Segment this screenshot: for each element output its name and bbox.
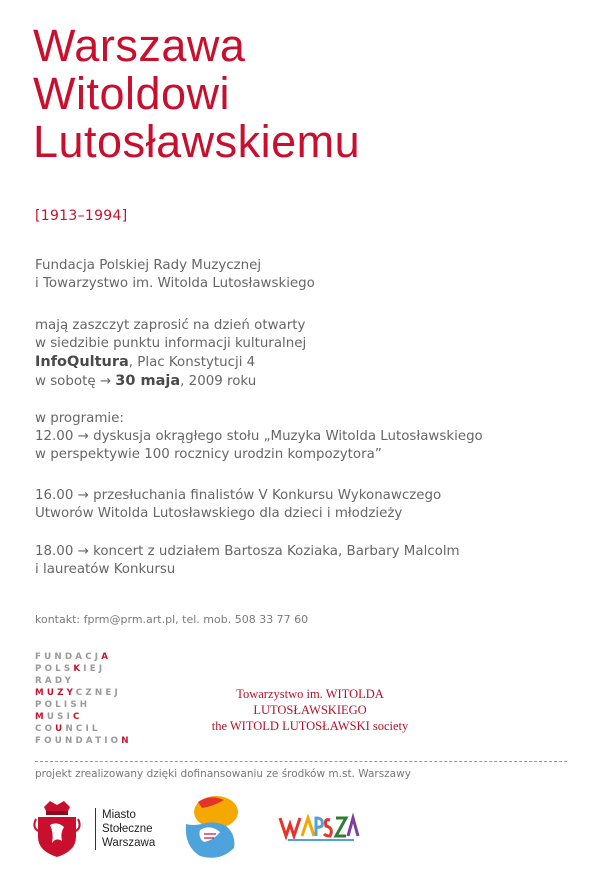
title-line-3: Lutosławskiemu: [33, 116, 361, 167]
date-bold: 30 maja: [115, 373, 181, 389]
organizer-line: Fundacja Polskiej Rady Muzycznej: [35, 258, 262, 273]
logo-word: FOUNDATION: [35, 736, 132, 746]
program-item-2-line-2: Utworów Witolda Lutosławskiego dla dzieci i młodzieży: [35, 506, 403, 521]
divider: [35, 761, 567, 762]
program-item-2-line-1: 16.00 → przesłuchania finalistów V Konkursu Wykonawczego: [35, 488, 442, 503]
program-item-1-line-1: 12.00 → dyskusja okrągłego stołu „Muzyka Witolda Lutosławskiego: [35, 429, 483, 444]
title-line-1: Warszawa: [33, 20, 246, 71]
invite-line-1: mają zaszczyt zaprosić na dzień otwarty: [35, 318, 306, 333]
venue-line: [35, 353, 306, 372]
festival-logo-icon: [180, 790, 242, 862]
program-item-3: [35, 543, 460, 579]
program-item-1-line-2: w perspektywie 100 rocznicy urodzin kompozytora”: [35, 447, 382, 462]
program: [35, 410, 483, 464]
venue-address: , Plac Konstytucji 4: [128, 355, 256, 370]
date-prefix: w sobotę →: [35, 374, 116, 389]
organizer-line: i Towarzystwo im. Witolda Lutosławskiego: [35, 276, 315, 291]
logo-word: COUNCIL: [35, 724, 101, 734]
society-line-1: Towarzystwo im. WITOLDA LUTOSŁAWSKIEGO: [236, 687, 384, 717]
page-title: [33, 22, 360, 166]
foundation-logo: [35, 651, 132, 747]
program-item-3-line-1: 18.00 → koncert z udziałem Bartosza Koziaka, Barbary Malcolm: [35, 544, 460, 559]
invite-line-2: w siedzibie punktu informacji kulturalnej: [35, 336, 307, 351]
invitation: [35, 317, 306, 391]
warszawa-culture-logo-icon: [278, 812, 360, 844]
program-item-2: [35, 487, 441, 523]
program-heading: w programie:: [35, 411, 124, 426]
years-label: [1913–1994]: [35, 208, 128, 224]
city-line-1: Miasto: [102, 809, 136, 821]
logo-word: POLSKIEJ: [35, 664, 106, 674]
funding-note: projekt zrealizowany dzięki dofinansowaniu ze środków m.st. Warszawy: [35, 768, 411, 780]
society-logo: [180, 686, 440, 734]
program-item-3-line-2: i laureatów Konkursu: [35, 562, 176, 577]
logo-word: POLISH: [35, 700, 91, 710]
date-line: [35, 372, 306, 391]
city-line-3: Warszawa: [102, 837, 156, 849]
venue-name: InfoQultura: [35, 354, 129, 370]
organizers: [35, 257, 315, 293]
contact-info: kontakt: fprm@prm.art.pl, tel. mob. 508 33 77 60: [35, 613, 309, 626]
logo-word: RADY: [35, 676, 75, 686]
date-suffix: , 2009 roku: [180, 374, 257, 389]
logo-word: MUZYCZNEJ: [35, 688, 121, 698]
city-line-2: Stołeczne: [102, 823, 153, 835]
title-line-2: Witoldowi: [33, 68, 231, 119]
society-line-2: the WITOLD LUTOSŁAWSKI society: [211, 719, 409, 733]
warsaw-coat-of-arms-icon: [32, 797, 82, 859]
city-logo-text: [95, 808, 155, 850]
logo-word: FUNDACJA: [35, 652, 112, 662]
logo-word: MUSIC: [35, 712, 83, 722]
